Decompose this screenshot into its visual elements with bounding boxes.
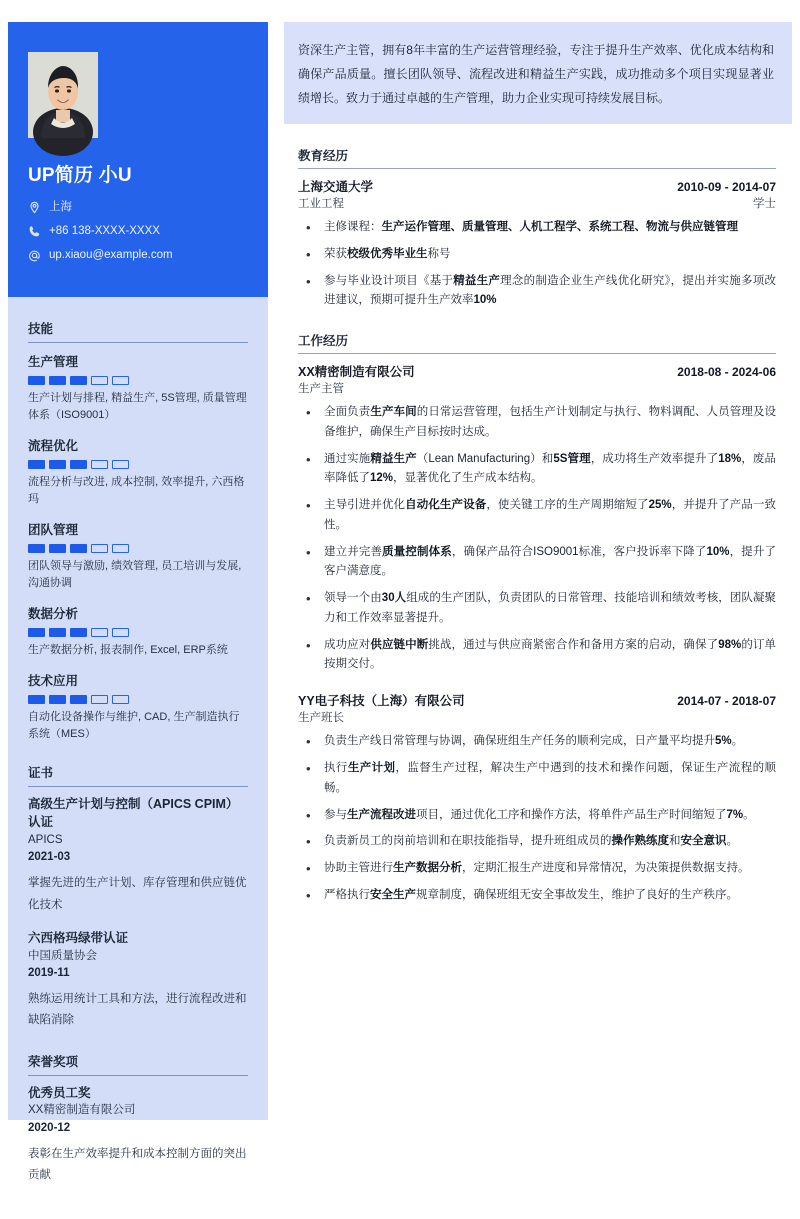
professional-summary: 资深生产主管，拥有8年丰富的生产运营管理经验，专注于提升生产效率、优化成本结构和确保产品质量。擅长团队领导、流程改进和精益生产实践，成功推动多个项目实现显著业绩增长。致力于通过卓越的生产管理，助力企业实现可持续发展目标。 bbox=[284, 22, 792, 124]
main-column bbox=[284, 22, 792, 913]
skill-description: 团队领导与激励, 绩效管理, 员工培训与发展, 沟通协调 bbox=[28, 560, 242, 590]
credential-description: 熟练运用统计工具和方法，进行流程改进和缺陷消除 bbox=[28, 993, 247, 1027]
skill-level-segment bbox=[49, 628, 66, 637]
skill-level-bar bbox=[28, 376, 248, 385]
skill-level-segment bbox=[49, 460, 66, 469]
skill-level-bar bbox=[28, 460, 248, 469]
education-entry bbox=[298, 177, 776, 311]
avatar bbox=[28, 52, 98, 138]
work-bullet: • 参与生产流程改进项目，通过优化工序和操作方法，将单件产品生产时间缩短了7%。 bbox=[298, 806, 776, 826]
skill-level-segment bbox=[70, 460, 87, 469]
skill-level-segment bbox=[28, 628, 45, 637]
skill-level-segment bbox=[28, 460, 45, 469]
contact-phone-value: +86 138-XXXX-XXXX bbox=[49, 224, 160, 237]
phone-icon bbox=[28, 225, 41, 238]
education-bullets bbox=[298, 218, 776, 311]
skill-item bbox=[28, 671, 248, 743]
work-bullet: • 全面负责生产车间的日常运营管理，包括生产计划制定与执行、物料调配、人员管理及设备维护，确保生产目标按时达成。 bbox=[298, 403, 776, 443]
credential-issuer: APICS bbox=[28, 833, 63, 846]
awards-section bbox=[28, 1052, 248, 1187]
degree: 学士 bbox=[753, 198, 776, 210]
company-name: XX精密制造有限公司 bbox=[298, 365, 415, 380]
skill-level-segment bbox=[91, 544, 108, 553]
credential-name: 六西格玛绿带认证 bbox=[28, 930, 129, 945]
skill-item bbox=[28, 352, 248, 424]
certificates-section-title: 证书 bbox=[28, 763, 248, 787]
sidebar bbox=[8, 22, 268, 1182]
education-bullet: • 荣获校级优秀毕业生称号 bbox=[298, 245, 776, 265]
awards-section-title: 荣誉奖项 bbox=[28, 1052, 248, 1076]
credential-date: 2021-03 bbox=[28, 851, 71, 864]
education-section bbox=[284, 146, 792, 311]
education-bullet: • 参与毕业设计项目《基于精益生产理念的制造企业生产线优化研究》，提出并实施多项改进建议，预期可提升生产效率10% bbox=[298, 272, 776, 312]
contact-email-value: up.xiaou@example.com bbox=[49, 248, 173, 261]
credential-description: 掌握先进的生产计划、库存管理和供应链优化技术 bbox=[28, 877, 247, 911]
work-section-title: 工作经历 bbox=[298, 331, 776, 354]
skill-name: 技术应用 bbox=[28, 674, 79, 689]
certificates-list bbox=[28, 796, 248, 1031]
work-bullet: • 成功应对供应链中断挑战，通过与供应商紧密合作和备用方案的启动，确保了98%的订单按期交付。 bbox=[298, 636, 776, 676]
skill-level-segment bbox=[112, 544, 129, 553]
skill-level-segment bbox=[28, 544, 45, 553]
education-section-title: 教育经历 bbox=[298, 146, 776, 169]
work-bullet: • 通过实施精益生产（Lean Manufacturing）和5S管理，成功将生产效率提升了18%，废品率降低了12%，显著优化了生产成本结构。 bbox=[298, 450, 776, 490]
sidebar-header bbox=[8, 22, 268, 297]
skill-level-segment bbox=[49, 544, 66, 553]
email-at-icon bbox=[28, 249, 41, 262]
skill-level-segment bbox=[70, 544, 87, 553]
skills-section-title: 技能 bbox=[28, 319, 248, 343]
skill-item bbox=[28, 604, 248, 659]
education-list bbox=[298, 177, 776, 311]
work-bullet: • 执行生产计划，监督生产过程，解决生产中遇到的技术和操作问题，保证生产流程的顺畅。 bbox=[298, 759, 776, 799]
credential-date: 2020-12 bbox=[28, 1121, 71, 1134]
work-entry bbox=[298, 362, 776, 675]
work-bullet: • 严格执行安全生产规章制度，确保班组无安全事故发生，维护了良好的生产秩序。 bbox=[298, 886, 776, 906]
work-bullet: • 负责生产线日常管理与协调，确保班组生产任务的顺利完成，日产量平均提升5%。 bbox=[298, 732, 776, 752]
skill-name: 流程优化 bbox=[28, 439, 79, 454]
skill-level-segment bbox=[91, 376, 108, 385]
skill-level-segment bbox=[112, 376, 129, 385]
skill-level-segment bbox=[70, 628, 87, 637]
certificates-section bbox=[28, 763, 248, 1031]
skill-name: 数据分析 bbox=[28, 607, 79, 622]
skill-level-segment bbox=[49, 376, 66, 385]
job-title: 生产班长 bbox=[298, 712, 344, 725]
skill-name: 生产管理 bbox=[28, 355, 79, 369]
skill-description: 流程分析与改进, 成本控制, 效率提升, 六西格玛 bbox=[28, 476, 245, 506]
contact-phone bbox=[28, 225, 248, 238]
credential-description: 表彰在生产效率提升和成本控制方面的突出贡献 bbox=[28, 1147, 247, 1182]
sidebar-body bbox=[8, 297, 268, 1219]
work-date: 2014-07 - 2018-07 bbox=[677, 694, 776, 709]
person-name: UP简历 小U bbox=[28, 165, 132, 186]
work-bullets bbox=[298, 732, 776, 905]
skill-level-segment bbox=[28, 376, 45, 385]
credential-date: 2019-11 bbox=[28, 966, 70, 979]
skill-level-bar bbox=[28, 695, 248, 704]
major: 工业工程 bbox=[298, 198, 344, 210]
skill-description: 生产数据分析, 报表制作, Excel, ERP系统 bbox=[28, 644, 228, 657]
education-date: 2010-09 - 2014-07 bbox=[677, 180, 776, 194]
skills-section bbox=[28, 319, 248, 743]
credential-name: 优秀员工奖 bbox=[28, 1085, 91, 1100]
skill-level-segment bbox=[49, 695, 66, 704]
skill-level-segment bbox=[70, 695, 87, 704]
skill-level-segment bbox=[91, 628, 108, 637]
credential-item bbox=[28, 1085, 248, 1187]
skill-level-segment bbox=[28, 695, 45, 704]
skill-level-bar bbox=[28, 544, 248, 553]
work-bullet: • 主导引进并优化自动化生产设备，使关键工序的生产周期缩短了25%，并提升了产品一致性。 bbox=[298, 496, 776, 536]
work-bullet: • 协助主管进行生产数据分析，定期汇报生产进度和异常情况，为决策提供数据支持。 bbox=[298, 859, 776, 879]
skill-level-segment bbox=[112, 628, 129, 637]
skill-level-segment bbox=[112, 695, 129, 704]
contact-email bbox=[28, 249, 248, 262]
work-bullet: • 负责新员工的岗前培训和在职技能指导，提升班组成员的操作熟练度和安全意识。 bbox=[298, 832, 776, 852]
skill-level-segment bbox=[91, 460, 108, 469]
contact-location-value: 上海 bbox=[49, 200, 72, 213]
skill-level-segment bbox=[112, 460, 129, 469]
credential-item bbox=[28, 930, 248, 1032]
skill-item bbox=[28, 520, 248, 592]
credential-item bbox=[28, 796, 248, 916]
school-name: 上海交通大学 bbox=[298, 180, 374, 194]
contact-list bbox=[28, 201, 248, 262]
work-bullet: • 建立并完善质量控制体系，确保产品符合ISO9001标准，客户投诉率下降了10%，提升了客户满意度。 bbox=[298, 543, 776, 583]
skill-description: 自动化设备操作与维护, CAD, 生产制造执行系统（MES） bbox=[28, 711, 240, 741]
awards-list bbox=[28, 1085, 248, 1187]
skill-description: 生产计划与排程, 精益生产, 5S管理, 质量管理体系（ISO9001） bbox=[28, 392, 247, 422]
contact-location bbox=[28, 201, 248, 214]
skill-name: 团队管理 bbox=[28, 523, 79, 538]
company-name: YY电子科技（上海）有限公司 bbox=[298, 694, 465, 709]
work-bullets bbox=[298, 403, 776, 675]
skill-level-bar bbox=[28, 628, 248, 637]
credential-name: 高级生产计划与控制（APICS CPIM）认证 bbox=[28, 797, 239, 830]
location-pin-icon bbox=[28, 201, 41, 214]
education-bullet: • 主修课程：生产运作管理、质量管理、人机工程学、系统工程、物流与供应链管理 bbox=[298, 218, 776, 238]
credential-issuer: 中国质量协会 bbox=[28, 949, 97, 962]
credential-issuer: XX精密制造有限公司 bbox=[28, 1104, 136, 1117]
skill-level-segment bbox=[70, 376, 87, 385]
skills-list bbox=[28, 352, 248, 743]
work-entry bbox=[298, 691, 776, 905]
work-bullet: • 领导一个由30人组成的生产团队，负责团队的日常管理、技能培训和绩效考核，团队凝聚力和工作效率显著提升。 bbox=[298, 589, 776, 629]
skill-item bbox=[28, 436, 248, 508]
work-list bbox=[298, 362, 776, 906]
job-title: 生产主管 bbox=[298, 383, 344, 396]
work-section bbox=[284, 331, 792, 906]
work-date: 2018-08 - 2024-06 bbox=[677, 365, 776, 380]
skill-level-segment bbox=[91, 695, 108, 704]
